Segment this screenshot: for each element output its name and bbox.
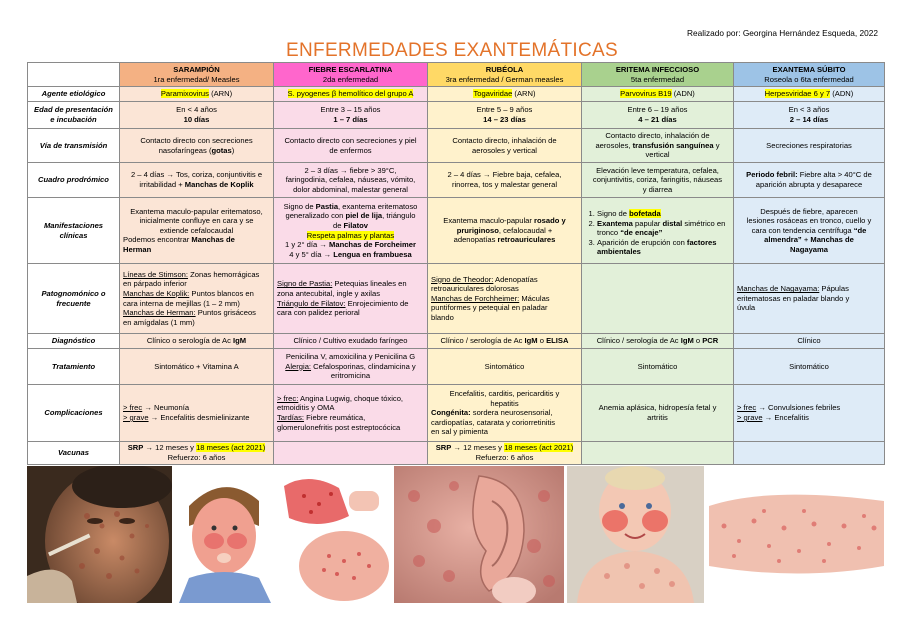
cell: Penicilina V, amoxicilina y Penicilina G Alergia: Cefalosporinas, clindamicina y eritromicina <box>274 349 428 385</box>
row-vacunas <box>28 442 885 465</box>
cell: En < 4 años 10 días <box>120 102 274 129</box>
cell: Sintomático + Vitamina A <box>120 349 274 385</box>
row-diagnostico <box>28 334 885 349</box>
row-edad <box>28 102 885 129</box>
cell: Entre 3 – 15 años 1 – 7 días <box>274 102 428 129</box>
cell: Entre 5 – 9 años 14 – 23 días <box>428 102 582 129</box>
row-label: Agente etiológico <box>28 87 120 102</box>
row-prodromo <box>28 163 885 198</box>
row-label: Tratamiento <box>28 349 120 385</box>
cell: Anemia aplásica, hidropesía fetal y artritis <box>582 385 734 442</box>
header-eritema: ERITEMA INFECCIOSO 5ta enfermedad <box>582 63 734 87</box>
roseola-photo <box>709 466 884 603</box>
row-label: Vacunas <box>28 442 120 465</box>
row-label: Vía de transmisión <box>28 129 120 163</box>
corner-cell <box>28 63 120 87</box>
header-sarampion: SARAMPIÓN 1ra enfermedad/ Measles <box>120 63 274 87</box>
cell: Togaviridae (ARN) <box>428 87 582 102</box>
cell <box>734 442 885 465</box>
cell: Clínico / Cultivo exudado faríngeo <box>274 334 428 349</box>
diseases-table <box>27 62 885 465</box>
cell: Exantema maculo-papular rosado y pruriginoso, cefalocaudal + adenopatías retroauriculares <box>428 198 582 264</box>
cell: Herpesviridae 6 y 7 (ADN) <box>734 87 885 102</box>
header-escarlatina: FIEBRE ESCARLATINA 2da enfermedad <box>274 63 428 87</box>
cell: Clínico o serología de Ac IgM <box>120 334 274 349</box>
cell: Paramixovirus (ARN) <box>120 87 274 102</box>
cell: Secreciones respiratorias <box>734 129 885 163</box>
cell: SRP → 12 meses y 18 meses (act 2021) Refuerzo: 6 años <box>428 442 582 465</box>
erythema-infectiosum-photo <box>567 466 704 603</box>
cell: Signo de Pastia, exantema eritematoso generalizado con piel de lija, triángulo de Filatov Respeta palmas y plantas 1 y 2° día → Manchas de Forcheimer 4 y 5° día → Lengua en frambuesa <box>274 198 428 264</box>
row-via <box>28 129 885 163</box>
cell: 2 – 4 días → Tos, coriza, conjuntivitis e irritabilidad + Manchas de Koplik <box>120 163 274 198</box>
cell: S. pyogenes β hemolítico del grupo A <box>274 87 428 102</box>
row-label: Edad de presentación e incubación <box>28 102 120 129</box>
row-agente <box>28 87 885 102</box>
cell: Líneas de Stimson: Zonas hemorrágicas en párpado inferior Manchas de Koplik: Puntos blancos en cara interna de mejillas (1 – 2 mm) Manchas de Herman: Puntos grisáceos en amígdalas (1 mm) <box>120 264 274 334</box>
scarlet-fever-photo <box>179 466 391 603</box>
cell: Sintomático <box>428 349 582 385</box>
row-label: Complicaciones <box>28 385 120 442</box>
cell: Sintomático <box>734 349 885 385</box>
cell: Contacto directo, inhalación de aerosoles y vertical <box>428 129 582 163</box>
cell: Clínico / serología de Ac IgM o PCR <box>582 334 734 349</box>
cell <box>274 442 428 465</box>
cell: 2 – 4 días → Fiebre baja, cefalea, rinorrea, tos y malestar general <box>428 163 582 198</box>
measles-photo <box>27 466 172 603</box>
cell: Parvovirus B19 (ADN) <box>582 87 734 102</box>
rubella-photo <box>394 466 564 603</box>
row-label: Diagnóstico <box>28 334 120 349</box>
page-title: ENFERMEDADES EXANTEMÁTICAS <box>286 40 618 61</box>
cell: Contacto directo con secreciones nasofaríngeas (gotas) <box>120 129 274 163</box>
cell: Clínico / serología de Ac IgM o ELISA <box>428 334 582 349</box>
cell: Signo de Theodor: Adenopatías retroauriculares dolorosas Manchas de Forchheimer: Máculas puntiformes y petequial en paladar blando <box>428 264 582 334</box>
cell: Contacto directo, inhalación de aerosoles, transfusión sanguínea y vertical <box>582 129 734 163</box>
cell: Elevación leve temperatura, cefalea, conjuntivitis, coriza, faringitis, náuseas y diarrea <box>582 163 734 198</box>
cell: > frec → Convulsiones febriles > grave → Encefalitis <box>734 385 885 442</box>
author-credit: Realizado por: Georgina Hernández Esqueda, 2022 <box>687 28 878 38</box>
row-tratamiento <box>28 349 885 385</box>
cell <box>582 442 734 465</box>
row-label: Cuadro prodrómico <box>28 163 120 198</box>
cell: Manchas de Nagayama: Pápulas eritematosas en paladar blando y úvula <box>734 264 885 334</box>
header-exantema: EXANTEMA SÚBITO Roseola o 6ta enfermedad <box>734 63 885 87</box>
photo-strip <box>27 466 884 603</box>
row-label: Manifestaciones clínicas <box>28 198 120 264</box>
row-label: Patognomónico o frecuente <box>28 264 120 334</box>
cell: 1. Signo de bofetada 2. Exantema papular distal simétrico en tronco “de encaje” 3. Aparición de erupción con factores ambientales <box>582 198 734 264</box>
cell: Clínico <box>734 334 885 349</box>
cell: > frec: Angina Lugwig, choque tóxico, etmoiditis y OMA Tardías: Fiebre reumática, glomerulonefritis post estreptocócica <box>274 385 428 442</box>
cell: Periodo febril: Fiebre alta > 40°C de aparición abrupta y desaparece <box>734 163 885 198</box>
cell: SRP → 12 meses y 18 meses (act 2021) Refuerzo: 6 años <box>120 442 274 465</box>
cell: Después de fiebre, aparecen lesiones rosáceas en tronco, cuello y cara con tendencia centrífuga “de almendra” + Manchas de Nagayama <box>734 198 885 264</box>
cell: Signo de Pastia: Petequias lineales en zona antecubital, ingle y axilas Triángulo de Filatov: Enrojecimiento de cara con palidez perioral <box>274 264 428 334</box>
header-rubeola: RUBÉOLA 3ra enfermedad / German measles <box>428 63 582 87</box>
cell: Exantema maculo-papular eritematoso, inicialmente confluye en cara y se extiende cefalocaudal Podemos encontrar Manchas de Herman <box>120 198 274 264</box>
cell <box>582 264 734 334</box>
cell: Entre 6 – 19 años 4 – 21 días <box>582 102 734 129</box>
cell: En < 3 años 2 – 14 días <box>734 102 885 129</box>
cell: 2 – 3 días → fiebre > 39°C, faringodinia, cefalea, náuseas, vómito, dolor abdominal, malestar general <box>274 163 428 198</box>
cell: > frec → Neumonía > grave → Encefalitis desmielinizante <box>120 385 274 442</box>
cell: Encefalitis, carditis, pericarditis y hepatitis Congénita: sordera neurosensorial, cardiopatías, catarata y coriorretinitis en sal y pimienta <box>428 385 582 442</box>
cell: Sintomático <box>582 349 734 385</box>
row-patognomonico <box>28 264 885 334</box>
cell: Contacto directo con secreciones y piel de enfermos <box>274 129 428 163</box>
row-complicaciones <box>28 385 885 442</box>
row-manifestaciones <box>28 198 885 264</box>
header-row <box>28 63 885 87</box>
